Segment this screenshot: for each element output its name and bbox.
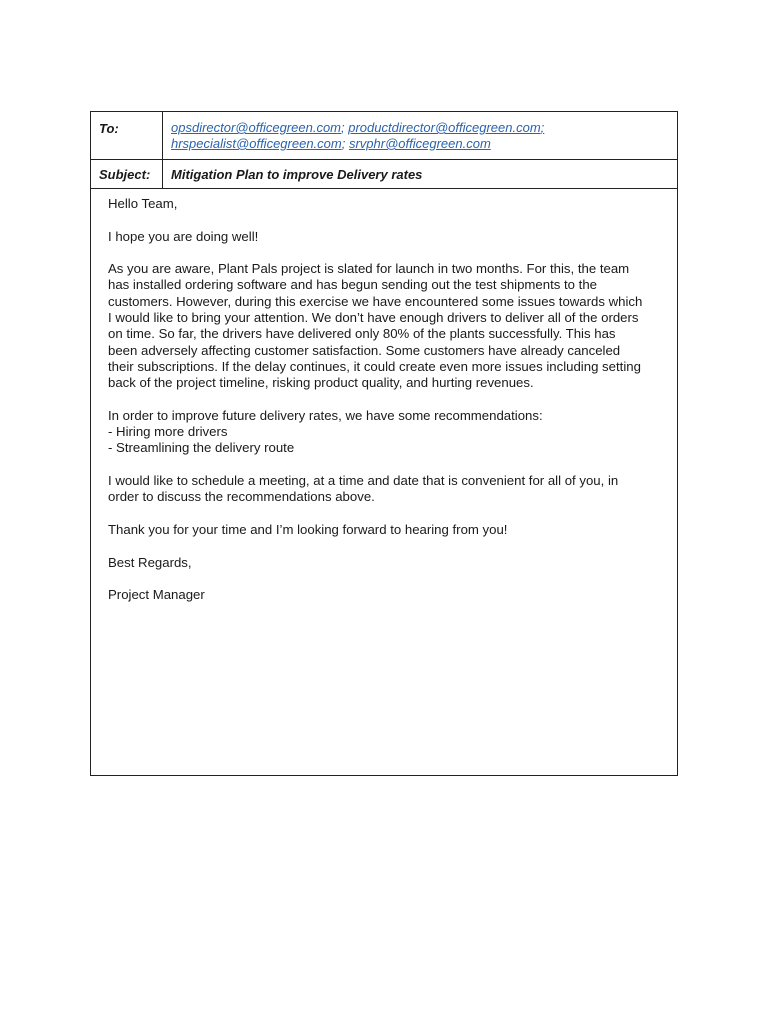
meeting-line: order to discuss the recommendations above. (108, 489, 375, 505)
paragraph-line: on time. So far, the drivers have delivered only 80% of the plants successfully. This has (108, 326, 616, 342)
recipient-separator: ; (540, 120, 545, 135)
recipient-link[interactable]: productdirector@officegreen.com (348, 120, 541, 135)
recipient-separator: ; (341, 120, 345, 135)
greeting: Hello Team, (108, 196, 178, 211)
recommendation-item: - Streamlining the delivery route (108, 440, 295, 456)
signature: Project Manager (108, 587, 205, 603)
recipient-link[interactable]: opsdirector@officegreen.com (171, 120, 341, 135)
recommendations-intro: In order to improve future delivery rates, we have some recommendations: (108, 407, 543, 423)
meeting-paragraph (108, 473, 669, 506)
thanks-line: Thank you for your time and I’m looking forward to hearing from you! (108, 521, 508, 537)
email-form (90, 111, 678, 776)
paragraph-status (108, 261, 669, 391)
recipient-link[interactable]: srvphr@officegreen.com (348, 136, 491, 151)
to-label: To: (91, 112, 163, 159)
to-row (91, 112, 677, 160)
message-body[interactable] (91, 189, 677, 603)
recipients-field[interactable] (163, 112, 677, 159)
recipient-separator: ; (341, 136, 346, 151)
subject-label: Subject: (91, 160, 163, 188)
paragraph-line: been adversely affecting customer satisfaction. Some customers have already canceled (108, 342, 621, 358)
paragraph-line: As you are aware, Plant Pals project is slated for launch in two months. For this, the team (108, 261, 630, 277)
subject-row (91, 160, 677, 189)
recipient-link[interactable]: hrspecialist@officegreen.com (171, 136, 342, 151)
paragraph-line: I would like to bring your attention. We don’t have enough drivers to deliver all of the orders (108, 310, 639, 326)
subject-field[interactable]: Mitigation Plan to improve Delivery rates (171, 167, 423, 182)
paragraph-line: customers. However, during this exercise we have encountered some issues towards which (108, 293, 643, 309)
closing-line: Best Regards, (108, 554, 192, 570)
recommendations-block (108, 408, 669, 457)
paragraph-line: their subscriptions. If the delay continues, it could create even more issues including setting (108, 358, 641, 374)
paragraph-line: has installed ordering software and has begun sending out the test shipments to the (108, 277, 597, 293)
recommendation-item: - Hiring more drivers (108, 424, 228, 440)
meeting-line: I would like to schedule a meeting, at a time and date that is convenient for all of you, in (108, 473, 619, 489)
intro-line: I hope you are doing well! (108, 228, 259, 244)
paragraph-line: back of the project timeline, risking product quality, and hurting revenues. (108, 375, 534, 391)
